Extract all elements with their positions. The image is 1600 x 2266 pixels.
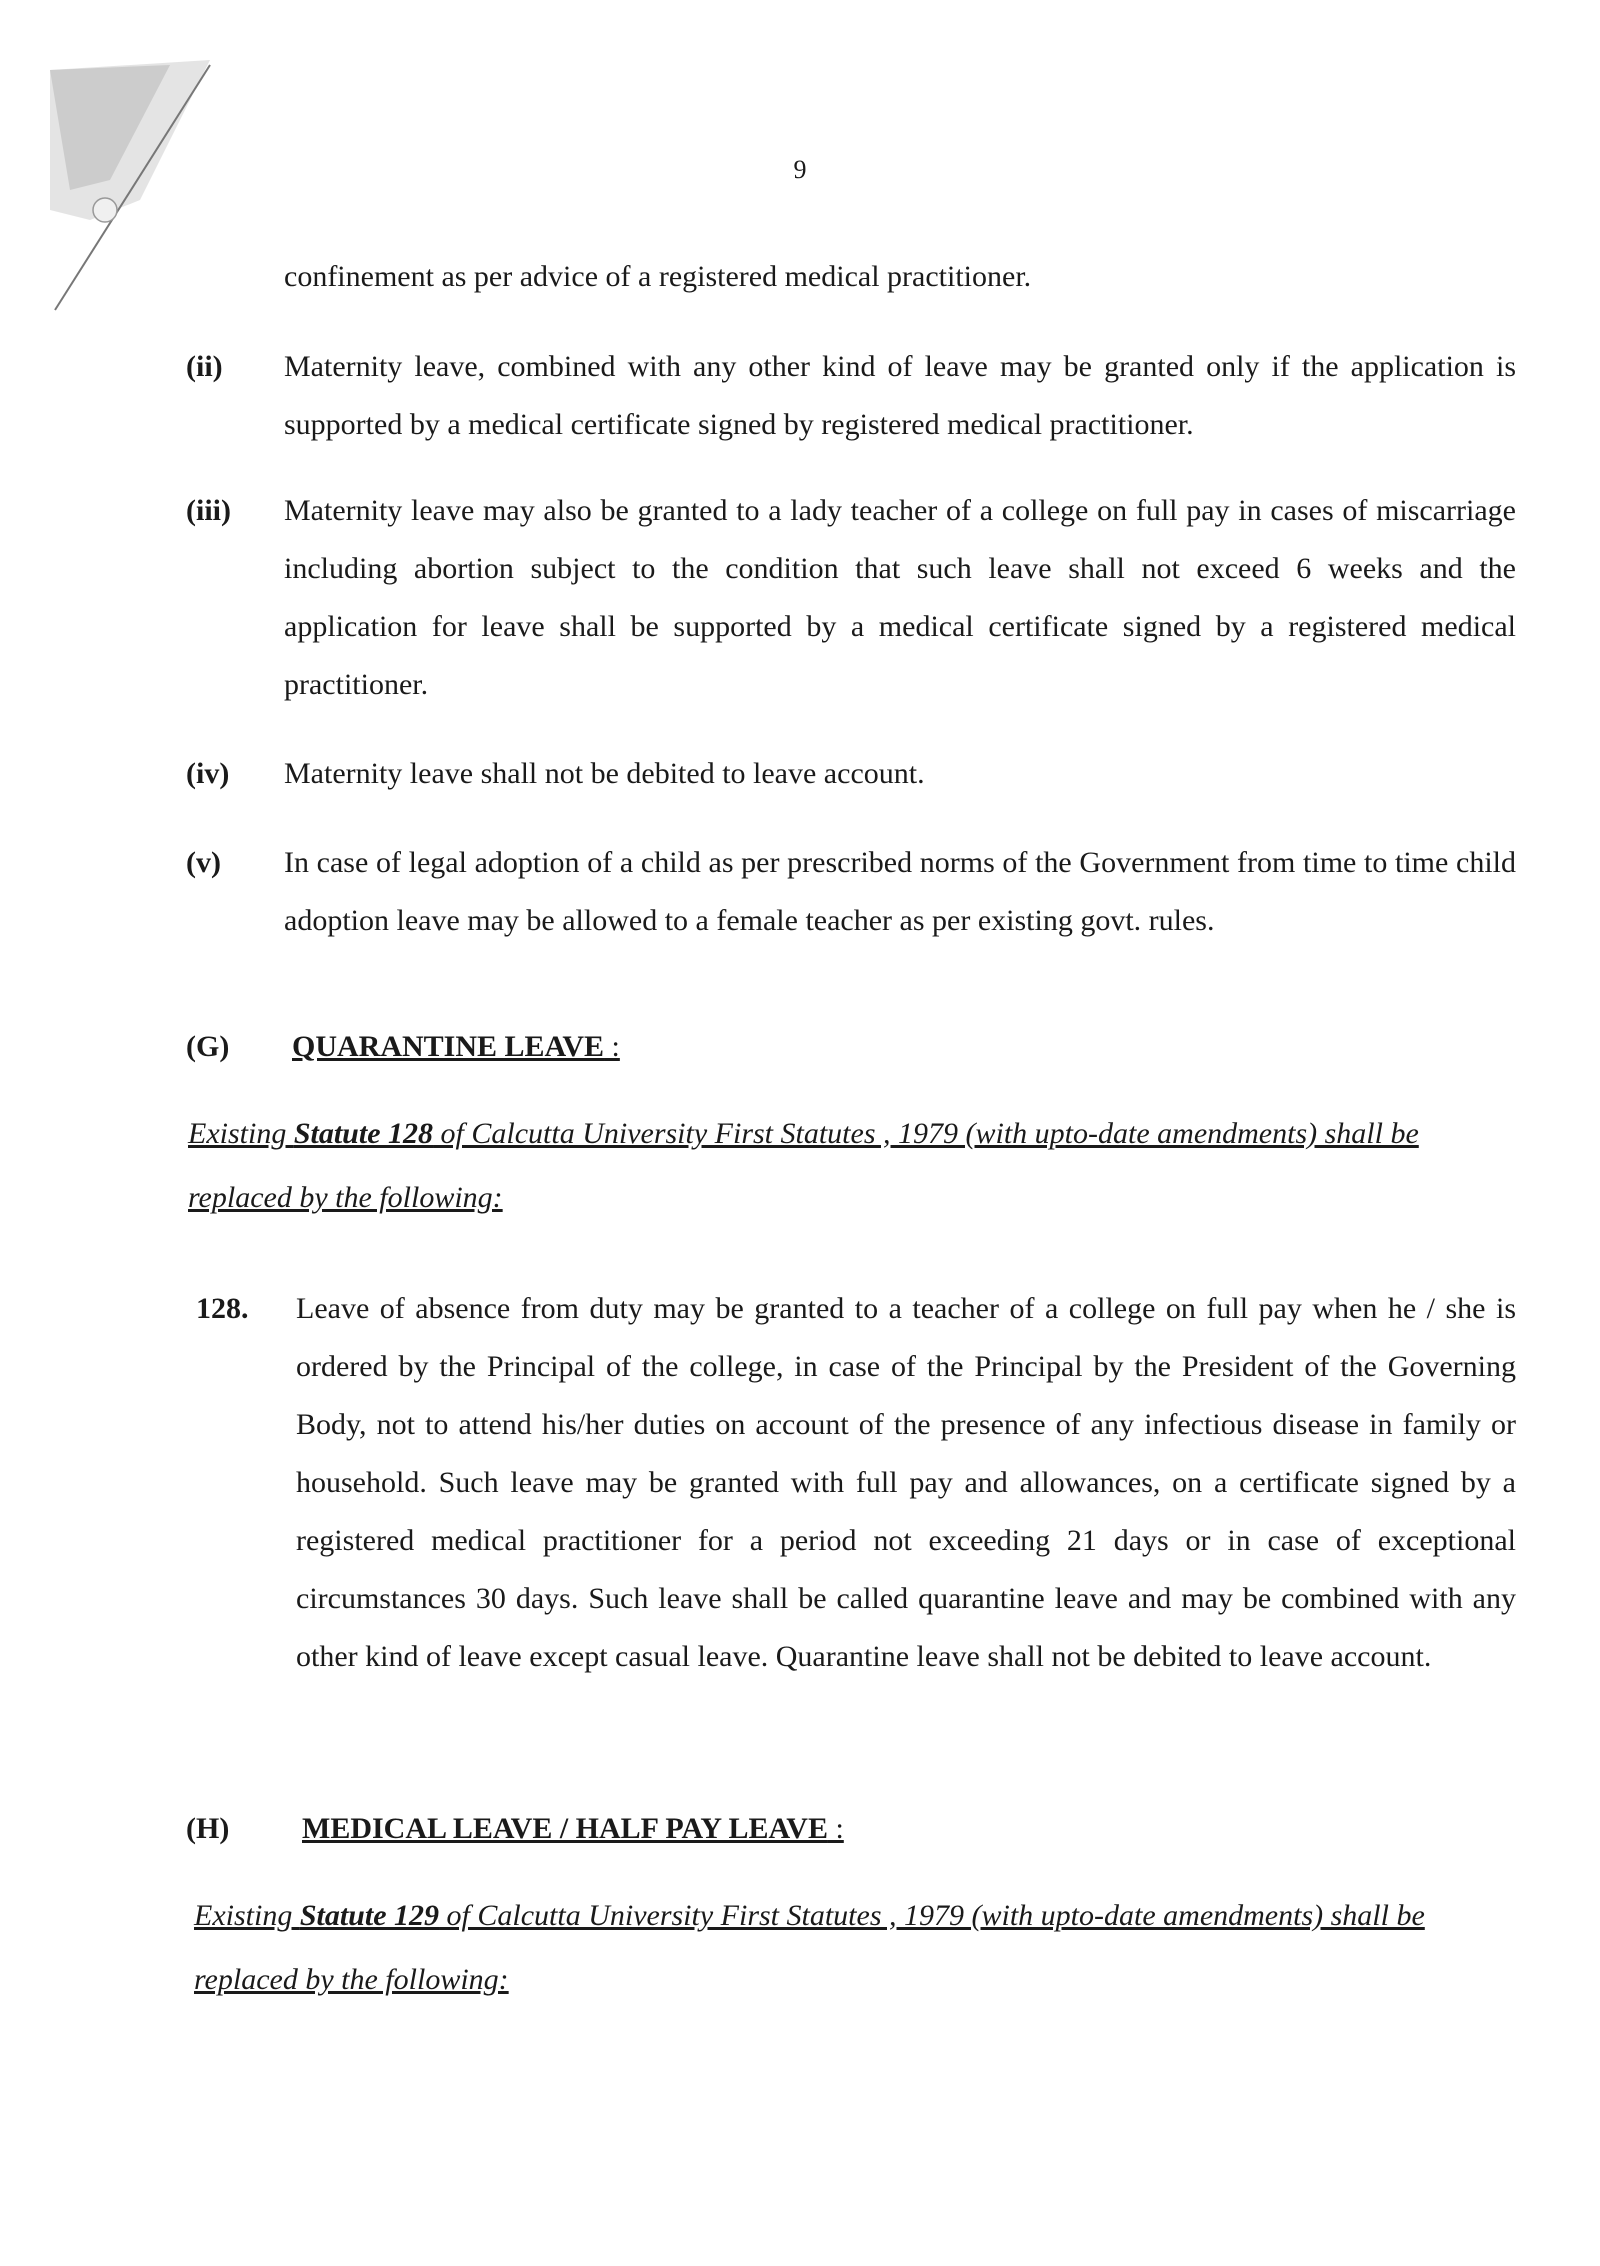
statute-text: Leave of absence from duty may be granted to a teacher of a college on full pay when he / she is ordered by the Principal of the college, in case of the Principal by the President of the Governing Body, not to attend his/her duties on account of the presence of any infectious disease in family or household. Such leave may be granted with full pay and allowances, on a certificate signed by a registered medical practitioner for a period not exceeding 21 days or in case of exceptional circumstances 30 days. Such leave shall be called quarantine leave and may be combined with any other kind of leave except casual leave. Quarantine leave shall not be debited to leave account. [296, 1292, 1516, 1673]
intro-suffix: of Calcutta University First Statutes , 1979 (with upto-date amendments) shall be replaced by the following: [194, 1899, 1425, 1996]
item-text: Maternity leave may also be granted to a lady teacher of a college on full pay in cases of miscarriage including abortion subject to the condition that such leave shall not exceed 6 weeks and the application for leave shall be supported by a medical certificate signed by a registered medical practitioner. [284, 494, 1516, 701]
intro-suffix: of Calcutta University First Statutes , 1979 (with upto-date amendments) shall be replaced by the following: [188, 1117, 1419, 1214]
item-text: Maternity leave shall not be debited to leave account. [284, 757, 925, 790]
staple-mark [50, 60, 220, 320]
section-colon: : [604, 1030, 620, 1063]
statute-label: 128. [196, 1292, 249, 1325]
continuation-text: confinement as per advice of a registered medical practitioner. [284, 260, 1032, 293]
intro-prefix: Existing [194, 1899, 300, 1932]
section-heading-h [186, 1812, 1486, 1846]
section-intro-h [194, 1884, 1514, 2012]
list-item-v [186, 834, 1516, 950]
intro-prefix: Existing [188, 1117, 294, 1150]
section-label: (G) [186, 1030, 230, 1063]
item-label: (iv) [186, 757, 230, 790]
section-title: QUARANTINE LEAVE [292, 1030, 605, 1063]
item-label: (iii) [186, 494, 231, 527]
section-intro-g [188, 1102, 1508, 1230]
page-number: 9 [793, 155, 807, 184]
item-label: (ii) [186, 350, 223, 383]
list-item-iii [186, 482, 1516, 714]
item-label: (v) [186, 846, 221, 879]
item-text: Maternity leave, combined with any other kind of leave may be granted only if the application is supported by a medical certificate signed by registered medical practitioner. [284, 350, 1516, 441]
intro-statute: Statute 128 [293, 1117, 434, 1150]
section-label: (H) [186, 1812, 230, 1845]
list-item-iv [186, 745, 1516, 803]
section-title: MEDICAL LEAVE / HALF PAY LEAVE [302, 1812, 828, 1845]
list-item-ii [186, 338, 1516, 454]
statute-128 [196, 1280, 1516, 1686]
section-colon: : [827, 1812, 844, 1845]
item-text: In case of legal adoption of a child as per prescribed norms of the Government from time to time child adoption leave may be allowed to a female teacher as per existing govt. rules. [284, 846, 1516, 937]
section-heading-g [186, 1030, 1486, 1064]
intro-statute: Statute 129 [299, 1899, 440, 1932]
